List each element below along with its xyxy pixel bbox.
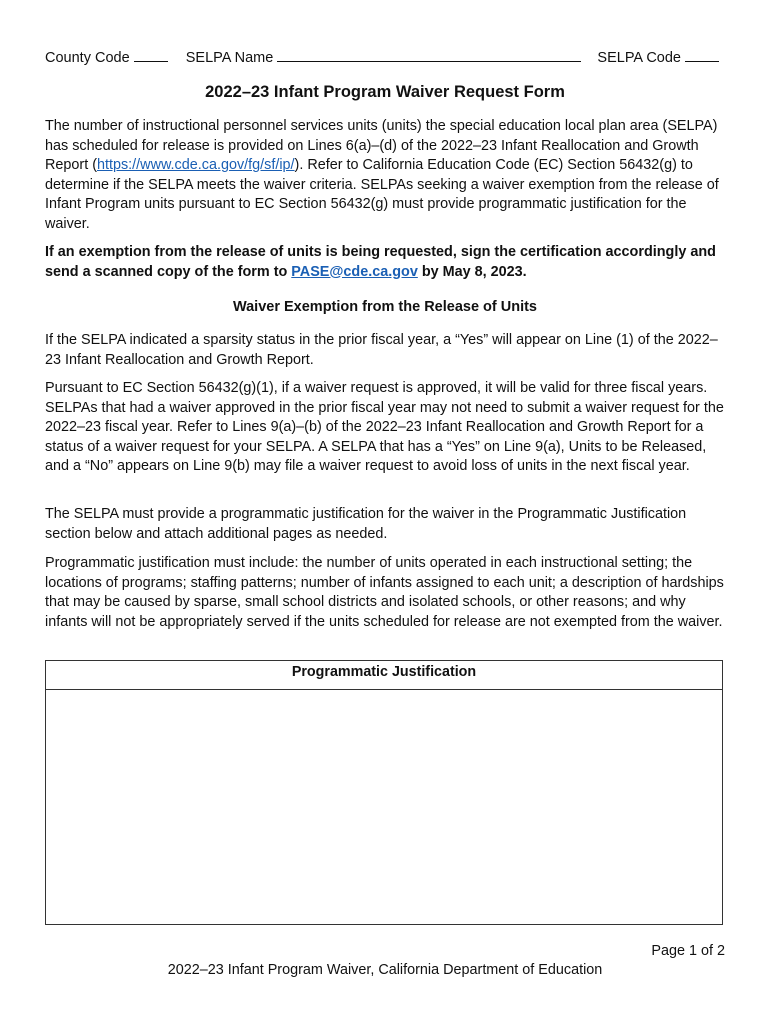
intro-text-end: ). Refer to California Education Code (EC) Section 56432(g) to determine if the SELPA meets the waiver criteria. SELPAs seeking a waiver exemption from the release of Infant Program units pursuant to EC Section 56432(g) must provide programmatic justification for the waiver.	[45, 157, 719, 232]
page-number: Page 1 of 2	[651, 943, 725, 959]
must-provide-paragraph: The SELPA must provide a programmatic justification for the waiver in the Programmatic Justification section below and attach additional pages as needed.	[45, 506, 687, 542]
justification-heading: Programmatic Justification	[46, 661, 722, 690]
page-footer: 2022–23 Infant Program Waiver, California Department of Education	[167, 962, 603, 978]
selpa-name-label: SELPA Name	[185, 50, 274, 66]
selpa-name-field[interactable]	[277, 47, 581, 62]
pursuant-paragraph: Pursuant to EC Section 56432(g)(1), if a waiver request is approved, it will be valid for three fiscal years. SELPAs that had a waiver approved in the prior fiscal year may not need to submit a waiver request for the 2022–23 fiscal year. Refer to Lines 9(a)–(b) of the 2022–23 Infant Reallocation and Growth Report for a status of a waiver request for your SELPA. A SELPA that has a “Yes” on Line 9(a), Units to be Released, and a “No” appears on Line 9(b) may file a waiver request to avoid loss of units in the next fiscal year.	[45, 380, 724, 474]
sparsity-paragraph: If the SELPA indicated a sparsity status in the prior fiscal year, a “Yes” will appear on Line (1) of the 2022–23 Infant Reallocation and Growth Report.	[45, 332, 718, 368]
email-link[interactable]: PASE@cde.ca.gov	[291, 263, 418, 280]
certification-text-end: by May 8, 2023.	[417, 263, 527, 280]
page-title: 2022–23 Infant Program Waiver Request Form	[205, 83, 565, 101]
certification-text-start: If an exemption from the release of units is being requested, sign the certification accordingly and send a scanned copy of the form to	[45, 244, 716, 280]
header-fields	[45, 47, 725, 67]
selpa-code-field[interactable]	[685, 47, 719, 62]
selpa-code-label: SELPA Code	[597, 50, 681, 66]
certification-paragraph	[45, 243, 725, 282]
intro-paragraph	[45, 117, 725, 234]
must-include-paragraph: Programmatic justification must include: the number of units operated in each instructional setting; the locations of programs; staffing patterns; number of infants assigned to each unit; a description of hardships that may be caused by sparse, small school districts and isolated schools, or other reasons; and why infants will not be appropriately served if the units scheduled for release are not exempted from the waiver.	[45, 555, 724, 630]
county-code-field[interactable]	[134, 47, 168, 62]
report-link[interactable]: https://www.cde.ca.gov/fg/sf/ip/	[96, 157, 295, 173]
section-heading: Waiver Exemption from the Release of Units	[232, 299, 538, 315]
justification-input-area[interactable]	[46, 690, 722, 925]
county-code-label: County Code	[45, 50, 130, 66]
intro-text-start: The number of instructional personnel services units (units) the special education local plan area (SELPA) has scheduled for release is provided on Lines 6(a)–(d) of the 2022–23 Infant Reallocation and Growth Report (	[45, 118, 718, 173]
justification-table	[45, 660, 723, 925]
